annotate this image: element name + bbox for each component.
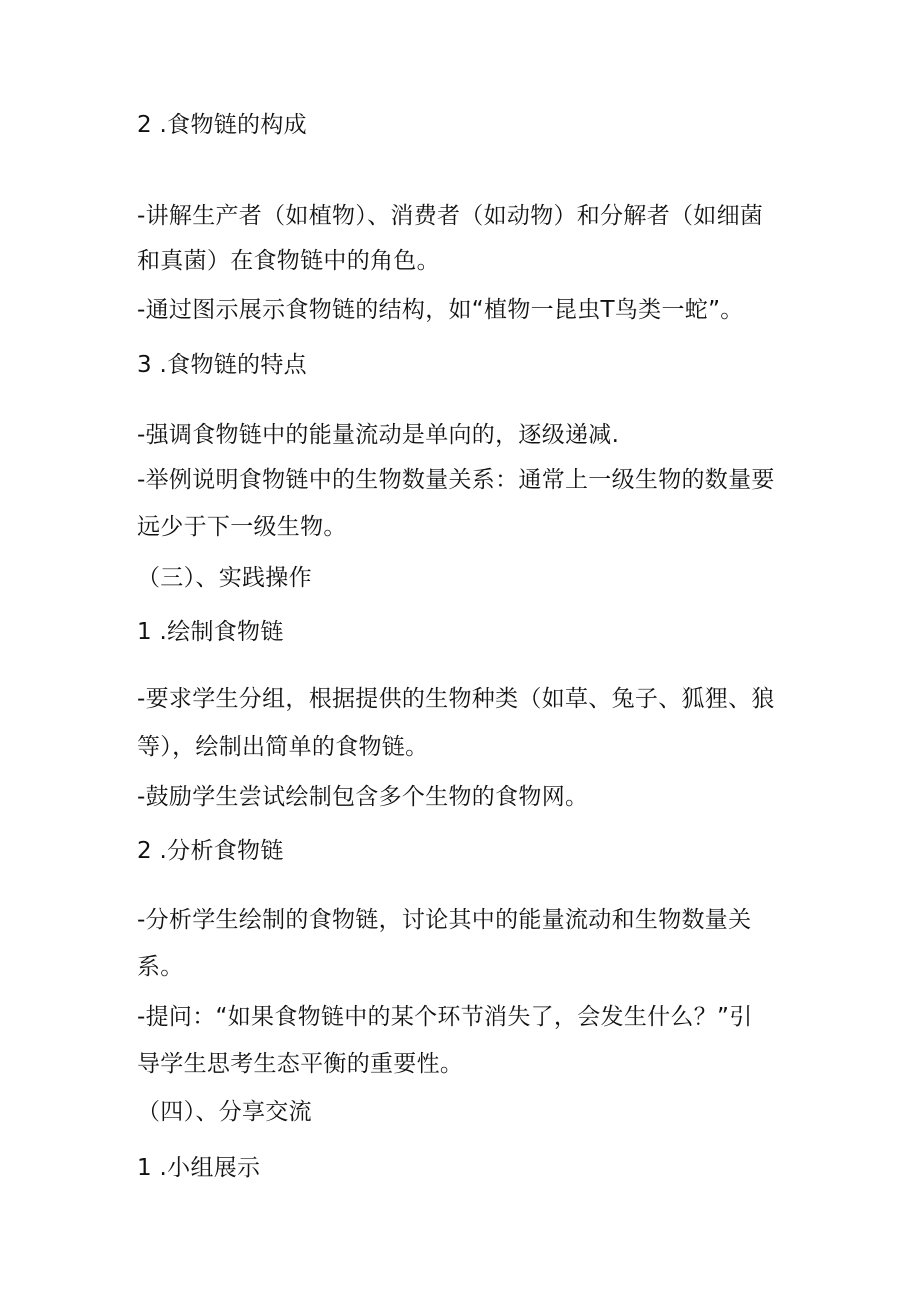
paragraph-line: -鼓励学生尝试绘制包含多个生物的食物网。 [137, 784, 589, 810]
paragraph-line: -提问：“如果食物链中的某个环节消失了，会发生什么？”引 [137, 1004, 753, 1030]
paragraph-line: -要求学生分组，根据提供的生物种类（如草、兔子、狐狸、狼 [137, 686, 775, 712]
section-heading-sharing: （四）、分享交流 [137, 1099, 312, 1125]
heading-draw-food-chain: 1 .绘制食物链 [137, 619, 284, 645]
heading-analyze-food-chain: 2 .分析食物链 [137, 838, 284, 864]
section-heading-practice: （三）、实践操作 [137, 565, 312, 591]
paragraph-line: 系。 [137, 954, 184, 980]
heading-food-chain-composition: 2 .食物链的构成 [137, 112, 307, 138]
paragraph-line: -分析学生绘制的食物链，讨论其中的能量流动和生物数量关 [137, 907, 752, 933]
paragraph-line: 远少于下一级生物。 [137, 514, 347, 540]
paragraph-line: 导学生思考生态平衡的重要性。 [137, 1051, 464, 1077]
paragraph-line: -讲解生产者（如植物）、消费者（如动物）和分解者（如细菌 [137, 203, 764, 229]
paragraph-line: -通过图示展示食物链的结构，如“植物一昆虫T鸟类一蛇”。 [137, 297, 744, 323]
heading-food-chain-features: 3 .食物链的特点 [137, 352, 307, 378]
paragraph-line: 等），绘制出简单的食物链。 [137, 734, 429, 760]
heading-group-presentation: 1 .小组展示 [137, 1155, 261, 1181]
paragraph-line: 和真菌）在食物链中的角色。 [137, 248, 440, 274]
paragraph-line: -强调食物链中的能量流动是单向的，逐级递减. [137, 422, 620, 448]
paragraph-line: -举例说明食物链中的生物数量关系：通常上一级生物的数量要 [137, 467, 775, 493]
